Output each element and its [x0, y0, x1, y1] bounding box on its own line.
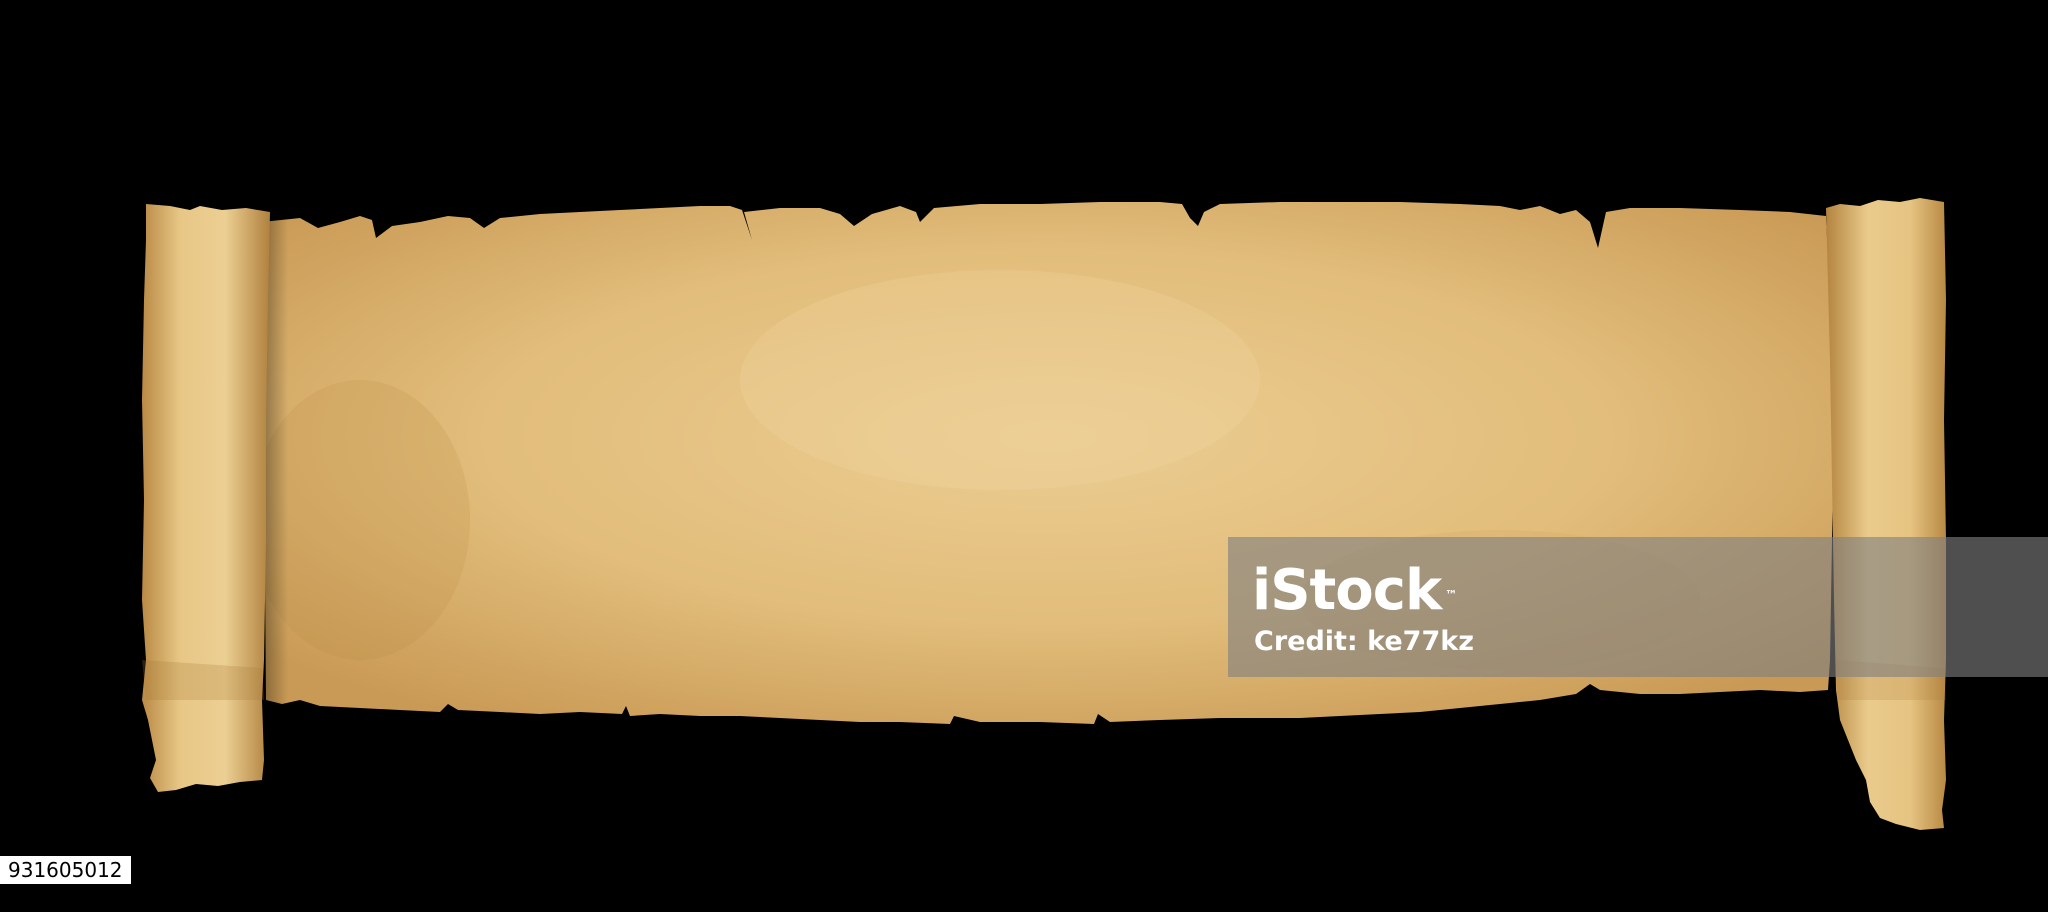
right-roll: [1826, 198, 1946, 830]
istock-logo: iStock ™: [1252, 558, 1458, 623]
photo-credit: Credit: ke77kz: [1254, 626, 1474, 657]
image-id-label: 931605012: [0, 856, 131, 884]
left-roll: [142, 204, 270, 792]
highlight-center: [740, 270, 1260, 490]
stock-watermark-banner: [1228, 537, 2048, 677]
